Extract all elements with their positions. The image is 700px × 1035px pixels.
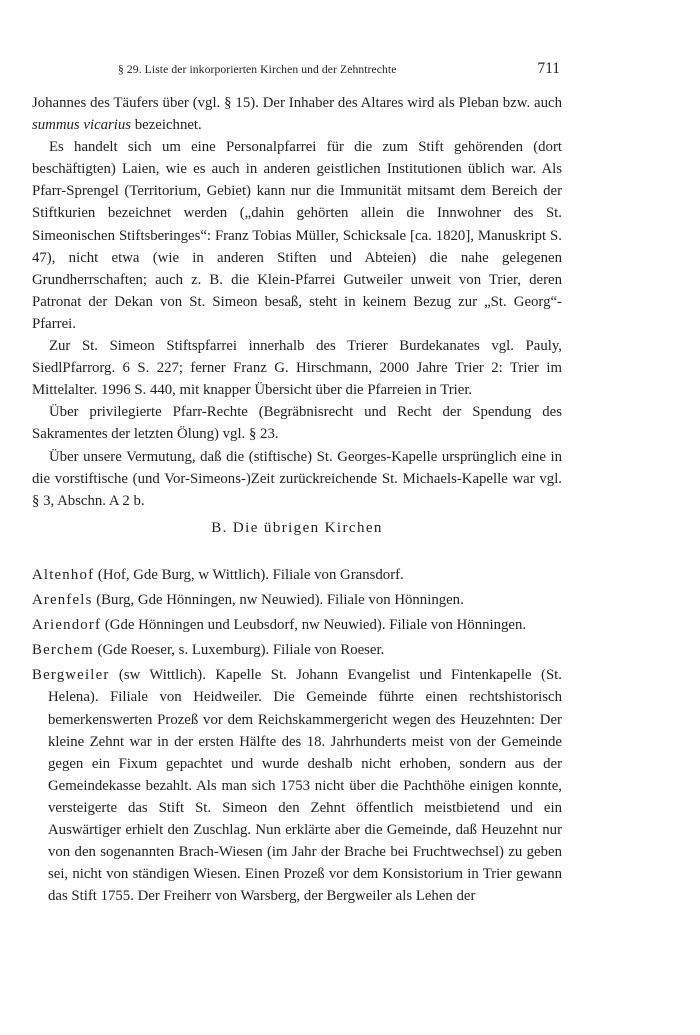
entry-text: (sw Wittlich). Kapelle St. Johann Evangelist und Fintenkapelle (St. Helena). Filiale von Heidweiler. Die Gemeinde führte einen rechtshistorisch bemerkenswerten Prozeß vor dem Reichskammergericht wegen des Heuzehnten: Der kleine Zehnt war in der ersten Hälfte des 18. Jahrhunderts meist von der Gemeinde gegen ein Fixum gepachtet und wurde deshalb nicht erhoben, sondern aus der Gemeindekasse bezahlt. Als man sich 1753 nicht über die Pachthöhe einigen konnte, versteigerte das Stift St. Simeon den Zehnt öffentlich meistbietend und ein Auswärtiger erhielt den Zuschlag. Nun erklärte aber die Gemeinde, daß Heuzehnt nur von den sogenannten Brach-Wiesen (im Jahr der Brache bei Fruchtwechsel) zu geben sei, nicht von ständigen Wiesen. Einen Prozeß vor dem Konsistorium in Trier gewann das Stift 1755. Der Freiherr von Warsberg, der Bergweiler als Lehen der: [48, 667, 562, 905]
entry-place: Ariendorf: [32, 617, 102, 634]
entry-place: Arenfels: [32, 592, 93, 609]
running-head-title: § 29. Liste der inkorporierten Kirchen und der Zehntrechte: [118, 63, 397, 76]
entry-text: (Hof, Gde Burg, w Wittlich). Filiale von Gransdorf.: [94, 567, 404, 583]
paragraph: Über unsere Vermutung, daß die (stiftische) St. Georges-Kapelle ursprünglich eine in die vorstiftische (und Vor-Simeons-)Zeit zurückreichende St. Michaels-Kapelle war vgl. § 3, Abschn. A 2 b.: [32, 448, 562, 509]
section-heading: B. Die übrigen Kirchen: [211, 520, 383, 536]
paragraph: [32, 92, 562, 136]
list-item: [32, 564, 562, 586]
paragraph: Zur St. Simeon Stiftspfarrei innerhalb des Trierer Burdekanates vgl. Pauly, SiedlPfarrorg. 6 S. 227; ferner Franz G. Hirschmann, 2000 Jahre Trier 2: Trier im Mittelalter. 1996 S. 440, mit knapper Übersicht über die Pfarreien in Trier.: [32, 338, 562, 399]
list-item: [32, 639, 562, 661]
entry-text: (Gde Roeser, s. Luxemburg). Filiale von Roeser.: [93, 642, 385, 659]
page-number: 711: [537, 60, 560, 77]
entry-place: Bergweiler: [32, 667, 110, 684]
paragraph: Es handelt sich um eine Personalpfarrei für die zum Stift gehörenden (dort beschäftigten) Laien, wie es auch in anderen geistlichen Institutionen üblich war. Als Pfarr-Sprengel (Territorium, Gebiet) kann nur die Immunität mitsamt dem Bereich der Stiftkurien bezeichnet werden („dahin gehörten allein die Innwohner des St. Simeonischen Stiftsberinges“: Franz Tobias Müller, Schicksale [ca. 1820], Manuskript S. 47), nicht etwa (wie in anderen Stiften und Abteien) die nahe gelegenen Grundherrschaften; auch z. B. die Klein-Pfarrei Gutweiler unweit von Trier, deren Patronat der Dekan von St. Simeon besaß, steht in keinem Bezug zur „St. Georg“-Pfarrei.: [32, 139, 562, 332]
entry-place: Altenhof: [32, 567, 95, 583]
list-item: [32, 664, 562, 907]
list-item: [32, 589, 562, 611]
entry-text: (Gde Hönningen und Leubsdorf, nw Neuwied). Filiale von Hönningen.: [101, 617, 527, 634]
italic-term: summus vicarius: [32, 117, 132, 134]
running-head: [32, 60, 560, 78]
paragraph-text: bezeichnet.: [131, 117, 202, 134]
list-item: [32, 614, 562, 636]
paragraph: Über privilegierte Pfarr-Rechte (Begräbnisrecht und Recht der Spendung des Sakramentes der letzten Ölung) vgl. § 23.: [32, 404, 562, 443]
body-text: [32, 92, 562, 512]
entry-text: (Burg, Gde Hönningen, nw Neuwied). Filiale von Hönningen.: [92, 592, 464, 609]
entry-place: Berchem: [32, 642, 94, 659]
paragraph-text: Johannes des Täufers über (vgl. § 15). Der Inhaber des Altares wird als Pleban bzw. auch: [32, 95, 562, 111]
entry-list: [32, 564, 562, 910]
